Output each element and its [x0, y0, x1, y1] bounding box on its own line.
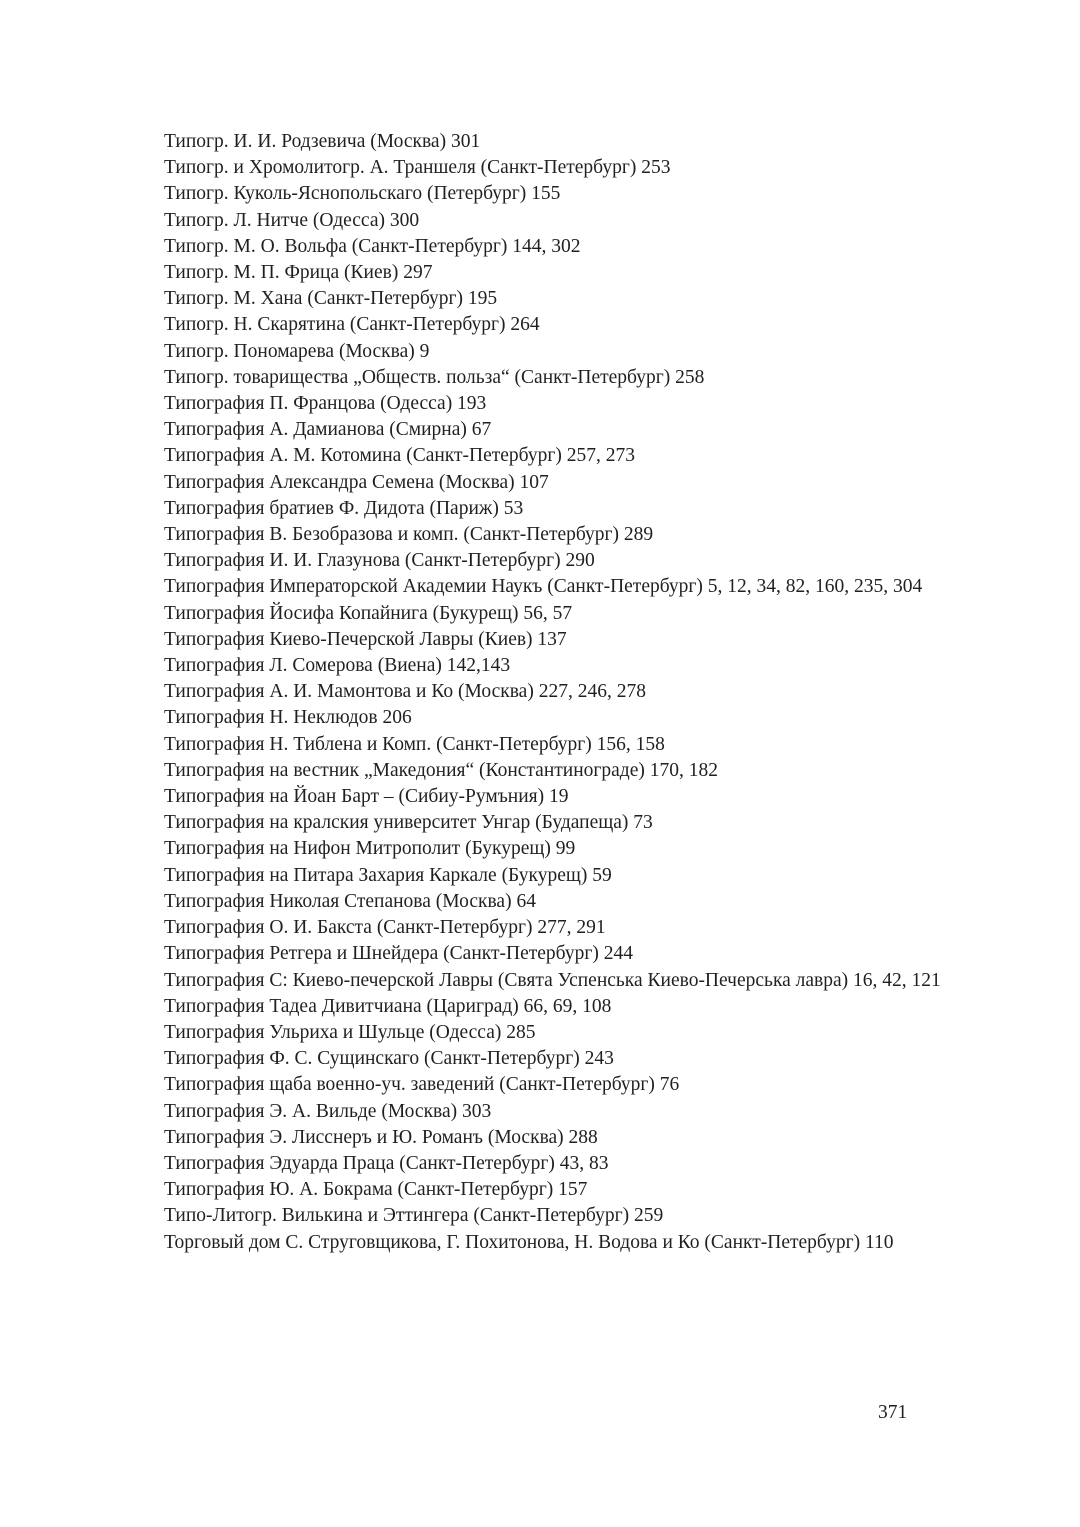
- index-entry: Торговый дом С. Струговщикова, Г. Похитонова, Н. Водова и Ко (Санкт-Петербург) 110: [164, 1231, 894, 1253]
- index-entry: Типография щаба военно-уч. заведений (Санкт-Петербург) 76: [164, 1074, 680, 1096]
- index-entry: Типография Л. Сомерова (Виена) 142,143: [164, 655, 511, 677]
- index-entry: Типография на Йоан Барт – (Сибиу-Румъния) 19: [164, 786, 569, 808]
- index-entry: Типография А. И. Мамонтова и Ко (Москва) 227, 246, 278: [164, 681, 646, 703]
- index-list: [164, 129, 954, 1256]
- index-entry: Типография Александра Семена (Москва) 107: [164, 471, 549, 493]
- index-entry: Типография братиев Ф. Дидота (Париж) 53: [164, 497, 524, 519]
- index-entry: Типогр. Л. Нитче (Одесса) 300: [164, 209, 420, 231]
- index-entry: Типография А. Дамианова (Смирна) 67: [164, 419, 492, 441]
- index-entry: Типография Киево-Печерской Лавры (Киев) 137: [164, 628, 567, 650]
- index-entry: Типография Н. Неклюдов 206: [164, 707, 412, 729]
- index-entry: Типография Э. А. Вильде (Москва) 303: [164, 1100, 492, 1122]
- page-number: 371: [878, 1402, 908, 1423]
- index-entry: Типогр. М. Хана (Санкт-Петербург) 195: [164, 288, 498, 310]
- index-entry: Типография Э. Лисснеръ и Ю. Романъ (Москва) 288: [164, 1126, 598, 1148]
- index-entry: Типография П. Францова (Одесса) 193: [164, 393, 487, 415]
- index-entry: Типогр. товарищества „Обществ. польза“ (Санкт-Петербург) 258: [164, 366, 705, 388]
- index-entry: Типогр. И. И. Родзевича (Москва) 301: [164, 131, 481, 152]
- index-entry: Типография Ульриха и Шульце (Одесса) 285: [164, 1021, 536, 1043]
- index-entry: Типогр. Куколь-Яснопольскаго (Петербург) 155: [164, 183, 561, 205]
- index-entry: Типография И. И. Глазунова (Санкт-Петербург) 290: [164, 550, 595, 572]
- index-entry: Типография на Нифон Митрополит (Букурещ) 99: [164, 838, 576, 860]
- index-entry: Типогр. М. О. Вольфа (Санкт-Петербург) 144, 302: [164, 235, 581, 257]
- index-entry: Типография Ю. А. Бокрама (Санкт-Петербург) 157: [164, 1179, 588, 1201]
- index-entry: Типография Н. Тиблена и Комп. (Санкт-Петербург) 156, 158: [164, 733, 665, 755]
- index-entry: Типография Николая Степанова (Москва) 64: [164, 890, 536, 912]
- index-entry: Типография Императорской Академии Наукъ (Санкт-Петербург) 5, 12, 34, 82, 160, 235, 304: [164, 576, 923, 598]
- index-entry: Типогр. М. П. Фрица (Киев) 297: [164, 262, 433, 284]
- index-entry: Типогр. Пономарева (Москва) 9: [164, 340, 430, 362]
- index-entry: Типография на кралския университет Унгар (Будапеща) 73: [164, 812, 653, 834]
- index-entry: Типография В. Безобразова и комп. (Санкт-Петербург) 289: [164, 524, 654, 546]
- index-entry: Типография С: Киево-печерской Лавры (Свята Успенська Киево-Печерська лавра) 16, 42, 121: [164, 969, 941, 991]
- index-entry: Типография Ретгера и Шнейдера (Санкт-Петербург) 244: [164, 943, 633, 965]
- index-entry: Типография О. И. Бакста (Санкт-Петербург) 277, 291: [164, 917, 606, 939]
- index-entry: Типография А. М. Котомина (Санкт-Петербург) 257, 273: [164, 445, 635, 467]
- index-entry: Типогр. и Хромолитогр. А. Траншеля (Санкт-Петербург) 253: [164, 157, 671, 179]
- index-entry: Типография Йосифа Копайнига (Букурещ) 56, 57: [164, 602, 573, 624]
- index-entry: Типография Тадеа Дивитчиана (Цариград) 66, 69, 108: [164, 995, 612, 1017]
- index-entry: Типография на Питара Захария Каркале (Букурещ) 59: [164, 864, 612, 886]
- index-entry: Типогр. Н. Скарятина (Санкт-Петербург) 264: [164, 314, 540, 336]
- index-entry: Типография Ф. С. Сущинскаго (Санкт-Петербург) 243: [164, 1048, 614, 1070]
- index-entry: Типо-Литогр. Вилькина и Эттингера (Санкт-Петербург) 259: [164, 1205, 664, 1227]
- index-entry: Типография на вестник „Македония“ (Константинограде) 170, 182: [164, 759, 718, 781]
- index-entry: Типография Эдуарда Праца (Санкт-Петербург) 43, 83: [164, 1152, 609, 1174]
